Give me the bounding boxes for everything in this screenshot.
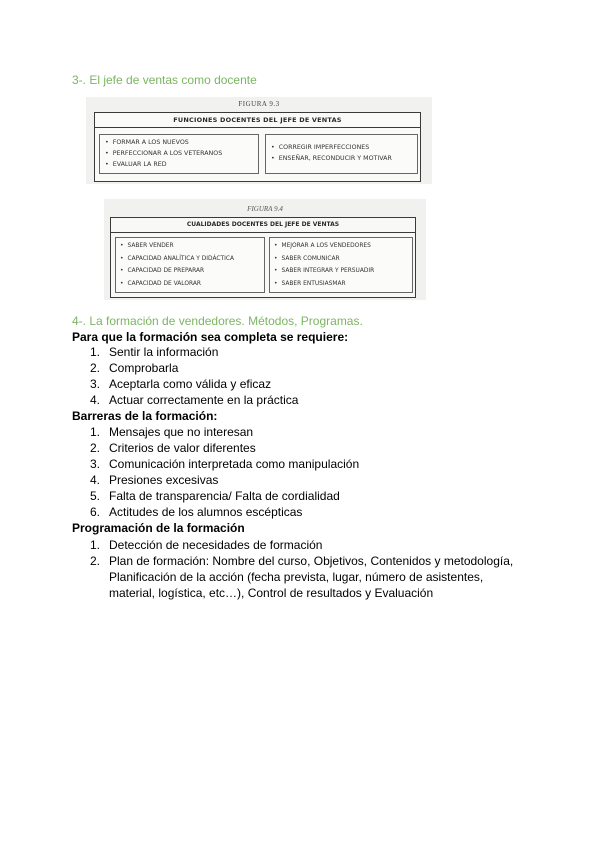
programming-heading: Programación de la formación: [72, 521, 245, 535]
list-item: 4. Presiones excesivas: [90, 473, 219, 487]
figure-9-3-frame: [94, 112, 421, 182]
figure-9-4-caption: FIGURA 9.4: [247, 205, 283, 213]
section-3-heading: 3-. El jefe de ventas como docente: [72, 73, 257, 87]
figure-9-4-item: • MEJORAR A LOS VENDEDORES: [270, 240, 412, 253]
list-item: 2. Comprobarla: [90, 361, 179, 375]
figure-9-4-title: CUALIDADES DOCENTES DEL JEFE DE VENTAS: [111, 218, 415, 233]
figure-9-4-right-box: [269, 237, 413, 293]
list-item: 6. Actitudes de los alumnos escépticas: [90, 505, 303, 519]
list-item: 4. Actuar correctamente en la práctica: [90, 393, 299, 407]
list-item: 3. Aceptarla como válida y eficaz: [90, 377, 272, 391]
list-item: 3. Comunicación interpretada como manipulación: [90, 457, 360, 471]
figure-9-3-title: FUNCIONES DOCENTES DEL JEFE DE VENTAS: [95, 113, 420, 128]
figure-9-4-item: • SABER INTEGRAR Y PERSUADIR: [270, 265, 412, 278]
figure-9-4-image: [104, 199, 426, 300]
section-4-heading: 4-. La formación de vendedores. Métodos, Programas.: [72, 314, 363, 328]
figure-9-3-caption: FIGURA 9.3: [238, 100, 280, 108]
list-item: 2. Criterios de valor diferentes: [90, 441, 256, 455]
figure-9-3-right-box: [265, 134, 418, 174]
figure-9-4-item: • SABER ENTUSIASMAR: [270, 278, 412, 291]
figure-9-4-left-box: [115, 237, 265, 293]
barriers-list: [72, 424, 532, 520]
figure-9-4-frame: [110, 217, 416, 298]
list-item: 2. Plan de formación: Nombre del curso, Objetivos, Contenidos y metodología, Planificación de la acción (fecha prevista, lugar, número de asistentes, material, logística, etc…), Control de resultados y Evaluación: [90, 554, 514, 600]
figure-9-3-item: • FORMAR A LOS NUEVOS: [100, 137, 258, 148]
programming-list: [72, 537, 532, 601]
figure-9-4-item: • SABER COMUNICAR: [270, 253, 412, 266]
figure-9-4-item: • CAPACIDAD ANALÍTICA Y DIDÁCTICA: [116, 253, 264, 266]
figure-9-4-item: • SABER VENDER: [116, 240, 264, 253]
list-item: 1. Sentir la información: [90, 345, 219, 359]
figure-9-3-item: • CORREGIR IMPERFECCIONES: [266, 142, 417, 153]
figure-9-3-left-box: [99, 134, 259, 174]
barriers-heading: Barreras de la formación:: [72, 409, 218, 423]
list-item: 1. Mensajes que no interesan: [90, 425, 254, 439]
list-item: 1. Detección de necesidades de formación: [90, 538, 323, 552]
figure-9-3-item: • ENSEÑAR, RECONDUCIR Y MOTIVAR: [266, 153, 417, 164]
requirements-heading: Para que la formación sea completa se requiere:: [72, 330, 349, 344]
list-item: 5. Falta de transparencia/ Falta de cordialidad: [90, 489, 340, 503]
figure-9-3-item: • EVALUAR LA RED: [100, 159, 258, 170]
figure-9-3-item: • PERFECCIONAR A LOS VETERANOS: [100, 148, 258, 159]
requirements-list: [72, 344, 532, 408]
figure-9-4-item: • CAPACIDAD DE VALORAR: [116, 278, 264, 291]
figure-9-4-item: • CAPACIDAD DE PREPARAR: [116, 265, 264, 278]
figure-9-3-image: [86, 97, 432, 184]
